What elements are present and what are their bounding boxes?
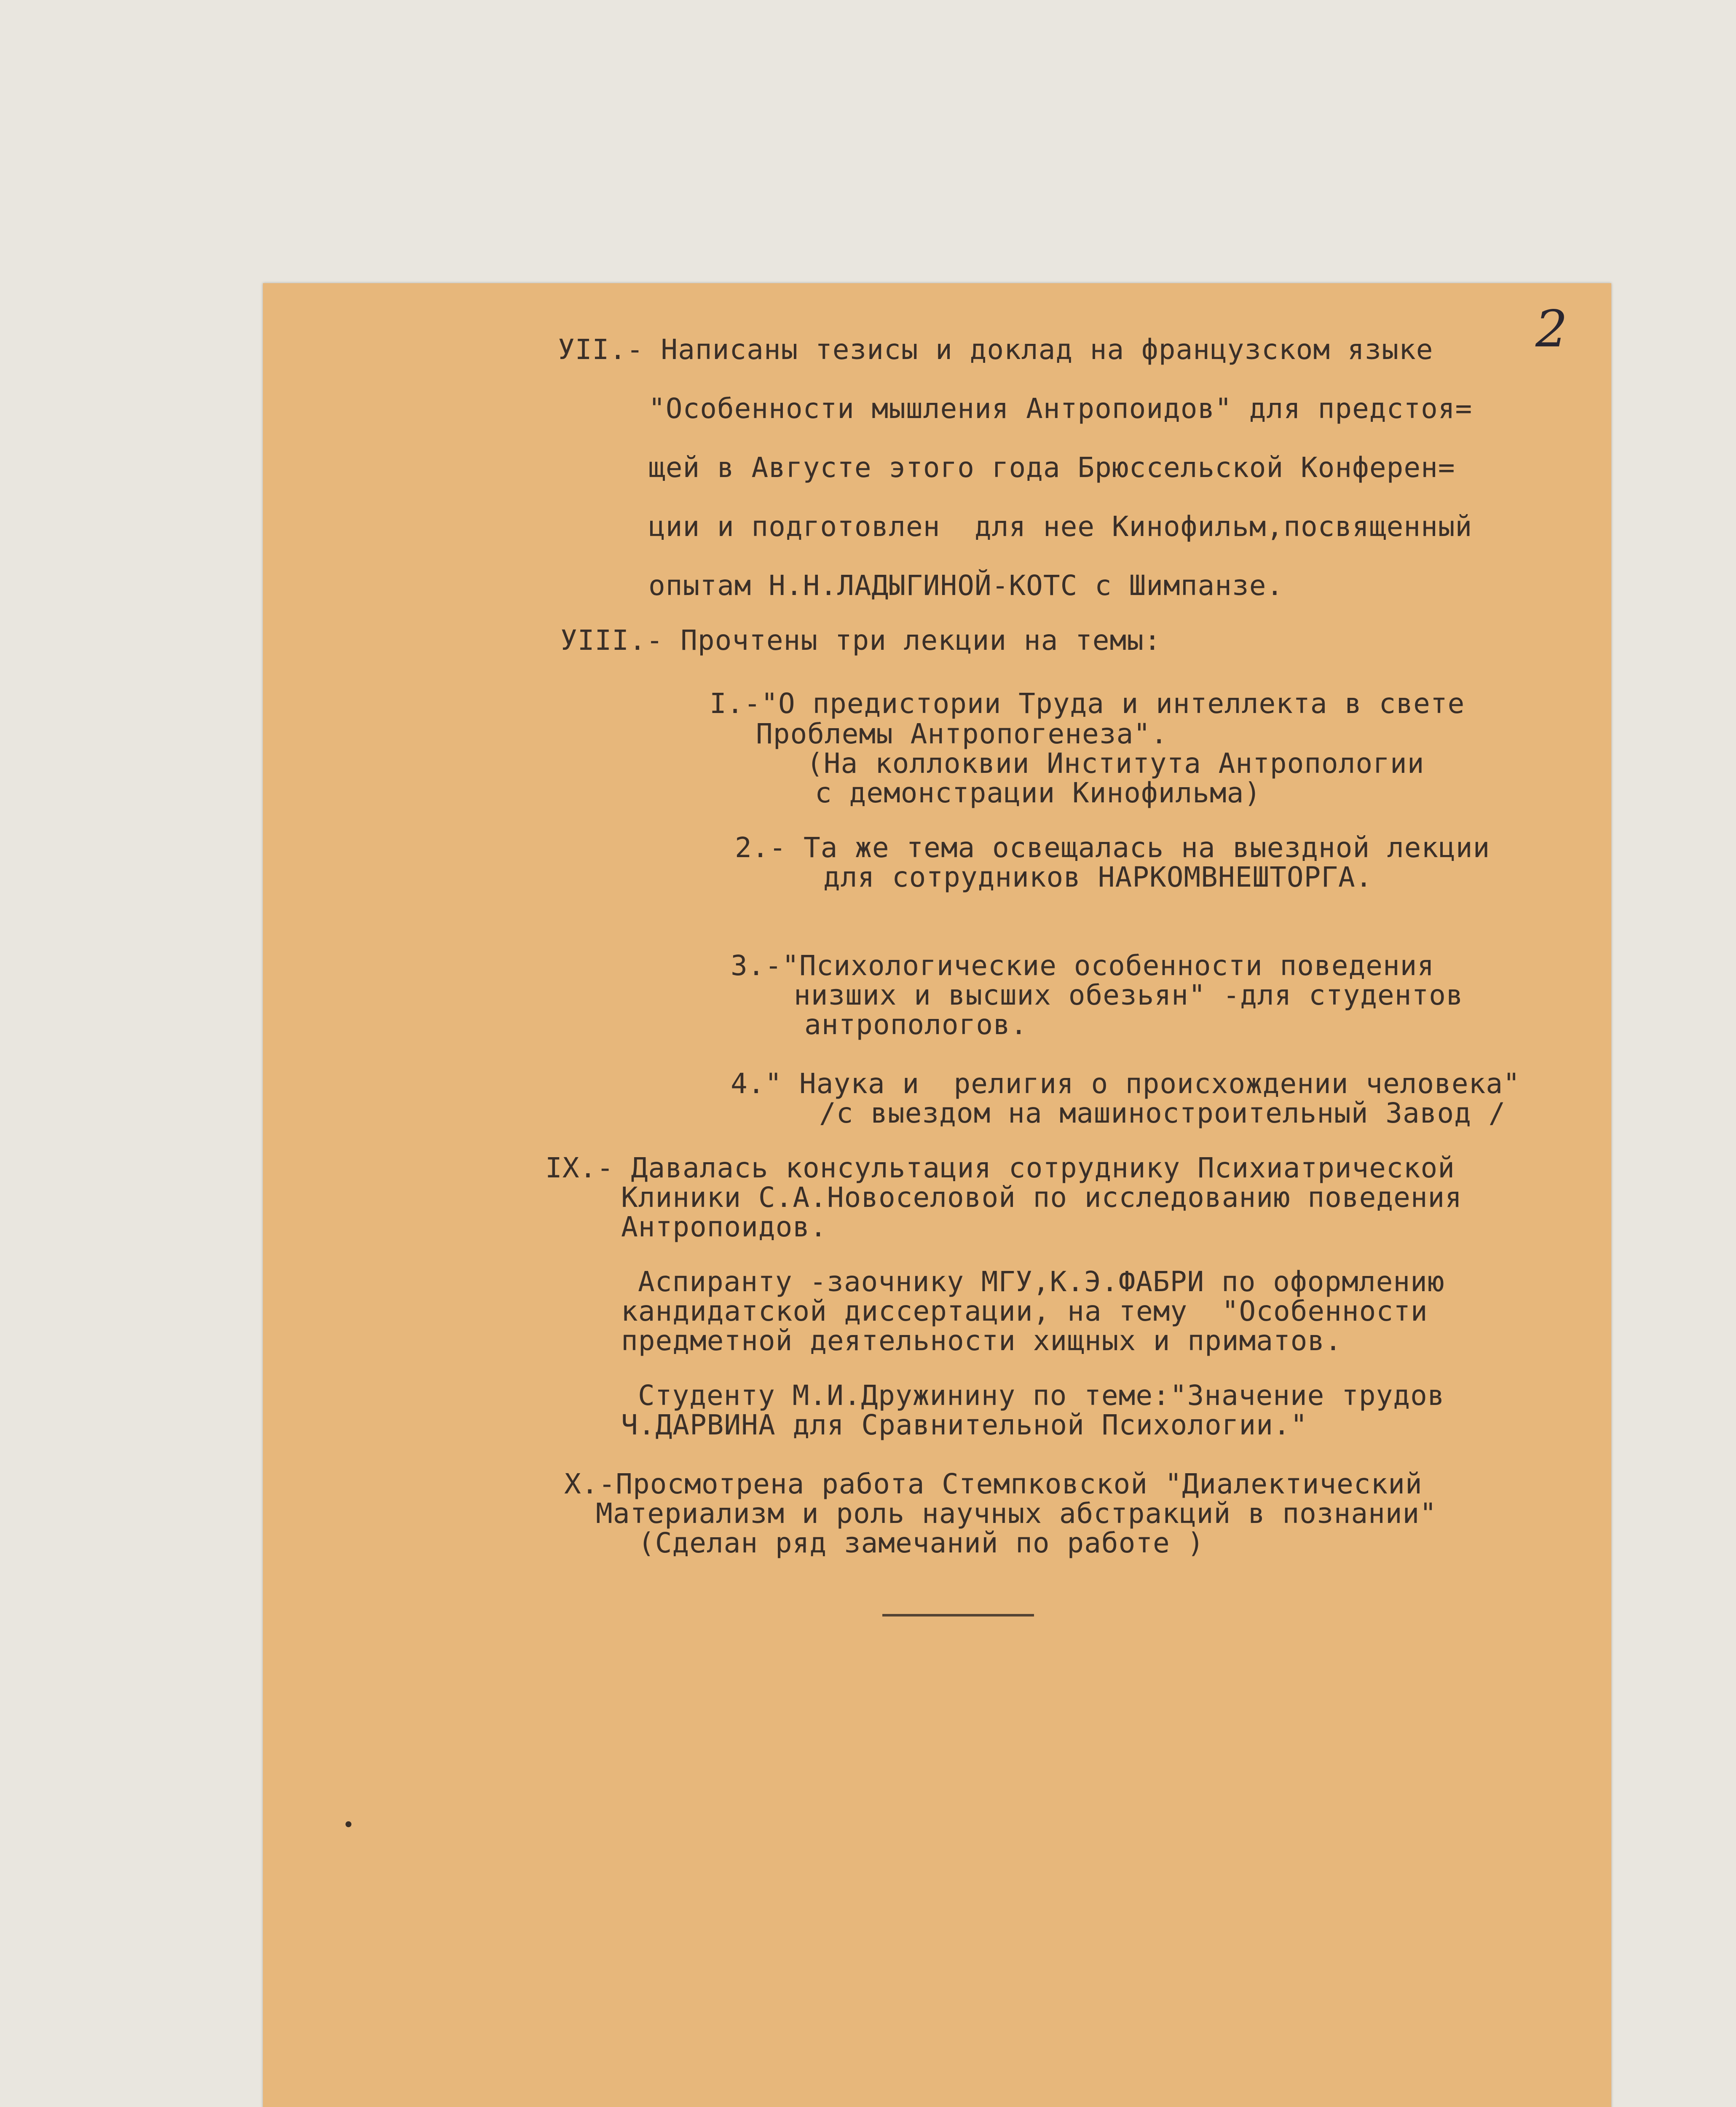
text-line: ции и подготовлен для нее Кинофильм,посвященный [648, 510, 1473, 543]
text-line: Аспиранту -заочнику МГУ,К.Э.ФАБРИ по оформлению [638, 1265, 1445, 1298]
document-page [263, 283, 1611, 2107]
text-line: для сотрудников НАРКОМВНЕШТОРГА. [823, 861, 1373, 893]
text-line: IX.- Давалась консультация сотруднику Психиатрической [545, 1152, 1455, 1184]
text-line: 3.-"Психологические особенности поведения [731, 949, 1435, 982]
text-line: УII.- Написаны тезисы и доклад на французском языке [558, 333, 1433, 366]
text-line: антропологов. [804, 1008, 1028, 1041]
text-line: 4." Наука и религия о происхождении человека" [731, 1067, 1520, 1100]
text-line: Антропоидов. [621, 1211, 827, 1243]
text-line: щей в Августе этого года Брюссельской Конферен= [648, 451, 1455, 484]
text-line: Ч.ДАРВИНА для Сравнительной Психологии." [621, 1409, 1308, 1441]
text-line: (На коллоквии Института Антропологии [806, 747, 1425, 780]
text-line: 2.- Та же тема освещалась на выездной лекции [735, 831, 1490, 864]
text-line: X.-Просмотрена работа Стемпковской "Диалектический [564, 1468, 1423, 1500]
text-line: предметной деятельности хищных и приматов. [621, 1324, 1342, 1357]
text-line: Клиники С.А.Новоселовой по исследованию поведения [621, 1181, 1463, 1214]
text-line: с демонстрации Кинофильма) [815, 777, 1262, 809]
text-line: кандидатской диссертации, на тему "Особенности [621, 1295, 1428, 1327]
text-line: Материализм и роль научных абстракций в познании" [596, 1497, 1437, 1530]
text-line: /с выездом на машиностроительный Завод / [819, 1097, 1506, 1129]
text-line: низших и высших обезьян" -для студентов [794, 979, 1463, 1011]
text-line: "Особенности мышления Антропоидов" для предстоя= [648, 392, 1473, 425]
text-line: УIII.- Прочтены три лекции на темы: [560, 624, 1161, 657]
text-line: опытам Н.Н.ЛАДЫГИНОЙ-КОТС с Шимпанзе. [648, 569, 1284, 602]
text-line: Студенту М.И.Дружинину по теме:"Значение трудов [638, 1379, 1445, 1412]
text-line: (Сделан ряд замечаний по работе ) [638, 1527, 1205, 1559]
text-line: I.-"О предистории Труда и интеллекта в свете [710, 687, 1465, 720]
ink-dot [346, 1821, 351, 1827]
text-line: Проблемы Антропогенеза". [756, 718, 1168, 750]
closing-rule [882, 1614, 1034, 1616]
page-number: 2 [1535, 300, 1568, 359]
